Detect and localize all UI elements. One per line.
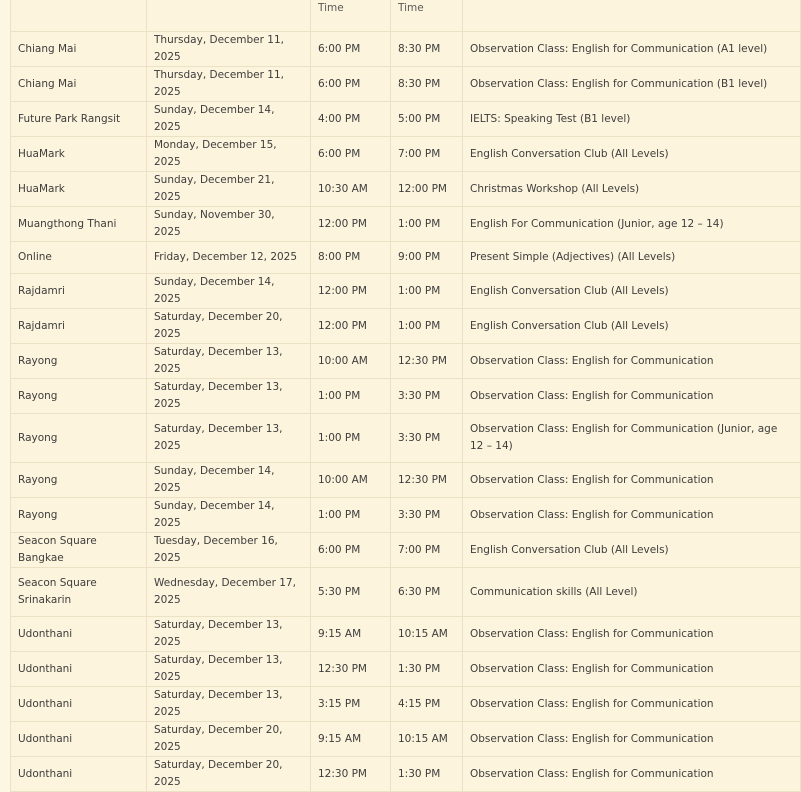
cell-start-time: 6:00 PM (311, 67, 391, 102)
cell-start-time: 5:30 PM (311, 568, 391, 617)
cell-start-time: 1:00 PM (311, 498, 391, 533)
cell-start-time: 3:15 PM (311, 687, 391, 722)
cell-start-time: 12:00 PM (311, 309, 391, 344)
header-event (463, 0, 801, 32)
cell-end-time: 6:30 PM (391, 568, 463, 617)
cell-event: English Conversation Club (All Levels) (463, 137, 801, 172)
table-row (11, 498, 801, 533)
cell-location: Udonthani (11, 687, 147, 722)
cell-end-time: 1:30 PM (391, 652, 463, 687)
table-row (11, 757, 801, 792)
table-row (11, 137, 801, 172)
table-row (11, 379, 801, 414)
table-row (11, 652, 801, 687)
cell-end-time: 3:30 PM (391, 379, 463, 414)
cell-location: Udonthani (11, 652, 147, 687)
cell-location: Seacon Square Bangkae (11, 533, 147, 568)
cell-location: Chiang Mai (11, 67, 147, 102)
cell-end-time: 3:30 PM (391, 414, 463, 463)
cell-location: Udonthani (11, 617, 147, 652)
cell-start-time: 1:00 PM (311, 414, 391, 463)
cell-end-time: 8:30 PM (391, 32, 463, 67)
cell-start-time: 6:00 PM (311, 137, 391, 172)
cell-date: Saturday, December 20, 2025 (147, 309, 311, 344)
cell-date: Sunday, December 14, 2025 (147, 463, 311, 498)
cell-end-time: 1:00 PM (391, 309, 463, 344)
table-row (11, 414, 801, 463)
cell-start-time: 12:30 PM (311, 757, 391, 792)
cell-end-time: 7:00 PM (391, 533, 463, 568)
cell-date: Tuesday, December 16, 2025 (147, 533, 311, 568)
cell-start-time: 12:00 PM (311, 207, 391, 242)
cell-location: Udonthani (11, 757, 147, 792)
cell-start-time: 12:30 PM (311, 652, 391, 687)
cell-end-time: 10:15 AM (391, 617, 463, 652)
table-row (11, 309, 801, 344)
cell-date: Sunday, November 30, 2025 (147, 207, 311, 242)
cell-date: Saturday, December 13, 2025 (147, 414, 311, 463)
cell-end-time: 9:00 PM (391, 242, 463, 274)
cell-event: Observation Class: English for Communication (463, 617, 801, 652)
table-row (11, 207, 801, 242)
table-row (11, 32, 801, 67)
cell-end-time: 12:30 PM (391, 344, 463, 379)
cell-start-time: 1:00 PM (311, 379, 391, 414)
cell-location: Rayong (11, 414, 147, 463)
cell-event: Observation Class: English for Communication (B1 level) (463, 67, 801, 102)
cell-end-time: 12:00 PM (391, 172, 463, 207)
cell-end-time: 8:30 PM (391, 67, 463, 102)
cell-event: English For Communication (Junior, age 12 – 14) (463, 207, 801, 242)
cell-date: Saturday, December 13, 2025 (147, 617, 311, 652)
cell-location: Muangthong Thani (11, 207, 147, 242)
header-end-time: Time (391, 0, 463, 32)
table-row (11, 463, 801, 498)
cell-event: IELTS: Speaking Test (B1 level) (463, 102, 801, 137)
cell-location: Rajdamri (11, 309, 147, 344)
table-row (11, 687, 801, 722)
cell-end-time: 3:30 PM (391, 498, 463, 533)
table-row (11, 617, 801, 652)
event-schedule-table (10, 0, 801, 792)
cell-event: Observation Class: English for Communication (463, 757, 801, 792)
table-row (11, 533, 801, 568)
table-body (11, 32, 801, 792)
cell-event: English Conversation Club (All Levels) (463, 533, 801, 568)
cell-location: HuaMark (11, 137, 147, 172)
table-row (11, 67, 801, 102)
cell-date: Sunday, December 21, 2025 (147, 172, 311, 207)
cell-start-time: 10:30 AM (311, 172, 391, 207)
cell-location: Rayong (11, 344, 147, 379)
cell-start-time: 10:00 AM (311, 463, 391, 498)
cell-location: Online (11, 242, 147, 274)
cell-date: Saturday, December 20, 2025 (147, 757, 311, 792)
cell-location: Rajdamri (11, 274, 147, 309)
table-row (11, 102, 801, 137)
cell-end-time: 12:30 PM (391, 463, 463, 498)
cell-end-time: 1:30 PM (391, 757, 463, 792)
cell-event: Observation Class: English for Communication (463, 379, 801, 414)
cell-date: Thursday, December 11, 2025 (147, 32, 311, 67)
cell-start-time: 6:00 PM (311, 533, 391, 568)
cell-location: Rayong (11, 379, 147, 414)
cell-event: Observation Class: English for Communication (463, 463, 801, 498)
cell-date: Sunday, December 14, 2025 (147, 498, 311, 533)
cell-event: Christmas Workshop (All Levels) (463, 172, 801, 207)
cell-end-time: 10:15 AM (391, 722, 463, 757)
cell-event: English Conversation Club (All Levels) (463, 274, 801, 309)
cell-date: Saturday, December 13, 2025 (147, 652, 311, 687)
header-location (11, 0, 147, 32)
cell-location: HuaMark (11, 172, 147, 207)
cell-event: Observation Class: English for Communication (463, 344, 801, 379)
cell-date: Sunday, December 14, 2025 (147, 274, 311, 309)
table-row (11, 568, 801, 617)
cell-date: Thursday, December 11, 2025 (147, 67, 311, 102)
table-header-row (11, 0, 801, 32)
cell-date: Saturday, December 20, 2025 (147, 722, 311, 757)
cell-event: Observation Class: English for Communication (463, 722, 801, 757)
cell-date: Monday, December 15, 2025 (147, 137, 311, 172)
cell-end-time: 1:00 PM (391, 207, 463, 242)
cell-location: Chiang Mai (11, 32, 147, 67)
cell-event: English Conversation Club (All Levels) (463, 309, 801, 344)
cell-start-time: 6:00 PM (311, 32, 391, 67)
cell-end-time: 1:00 PM (391, 274, 463, 309)
cell-location: Udonthani (11, 722, 147, 757)
cell-date: Sunday, December 14, 2025 (147, 102, 311, 137)
cell-date: Friday, December 12, 2025 (147, 242, 311, 274)
header-date (147, 0, 311, 32)
table-row (11, 722, 801, 757)
cell-date: Saturday, December 13, 2025 (147, 379, 311, 414)
cell-start-time: 12:00 PM (311, 274, 391, 309)
table-row (11, 274, 801, 309)
table-row (11, 172, 801, 207)
cell-end-time: 5:00 PM (391, 102, 463, 137)
cell-start-time: 8:00 PM (311, 242, 391, 274)
header-start-time: Time (311, 0, 391, 32)
cell-event: Observation Class: English for Communication (463, 652, 801, 687)
cell-event: Observation Class: English for Communication (463, 498, 801, 533)
cell-event: Observation Class: English for Communication (Junior, age 12 – 14) (463, 414, 801, 463)
cell-start-time: 10:00 AM (311, 344, 391, 379)
cell-event: Observation Class: English for Communication (463, 687, 801, 722)
cell-event: Communication skills (All Level) (463, 568, 801, 617)
cell-start-time: 4:00 PM (311, 102, 391, 137)
cell-end-time: 7:00 PM (391, 137, 463, 172)
cell-date: Wednesday, December 17, 2025 (147, 568, 311, 617)
table-row (11, 242, 801, 274)
cell-event: Observation Class: English for Communication (A1 level) (463, 32, 801, 67)
cell-location: Future Park Rangsit (11, 102, 147, 137)
cell-date: Saturday, December 13, 2025 (147, 344, 311, 379)
cell-location: Seacon Square Srinakarin (11, 568, 147, 617)
cell-event: Present Simple (Adjectives) (All Levels) (463, 242, 801, 274)
cell-start-time: 9:15 AM (311, 722, 391, 757)
cell-end-time: 4:15 PM (391, 687, 463, 722)
cell-location: Rayong (11, 463, 147, 498)
table-row (11, 344, 801, 379)
cell-start-time: 9:15 AM (311, 617, 391, 652)
cell-date: Saturday, December 13, 2025 (147, 687, 311, 722)
cell-location: Rayong (11, 498, 147, 533)
